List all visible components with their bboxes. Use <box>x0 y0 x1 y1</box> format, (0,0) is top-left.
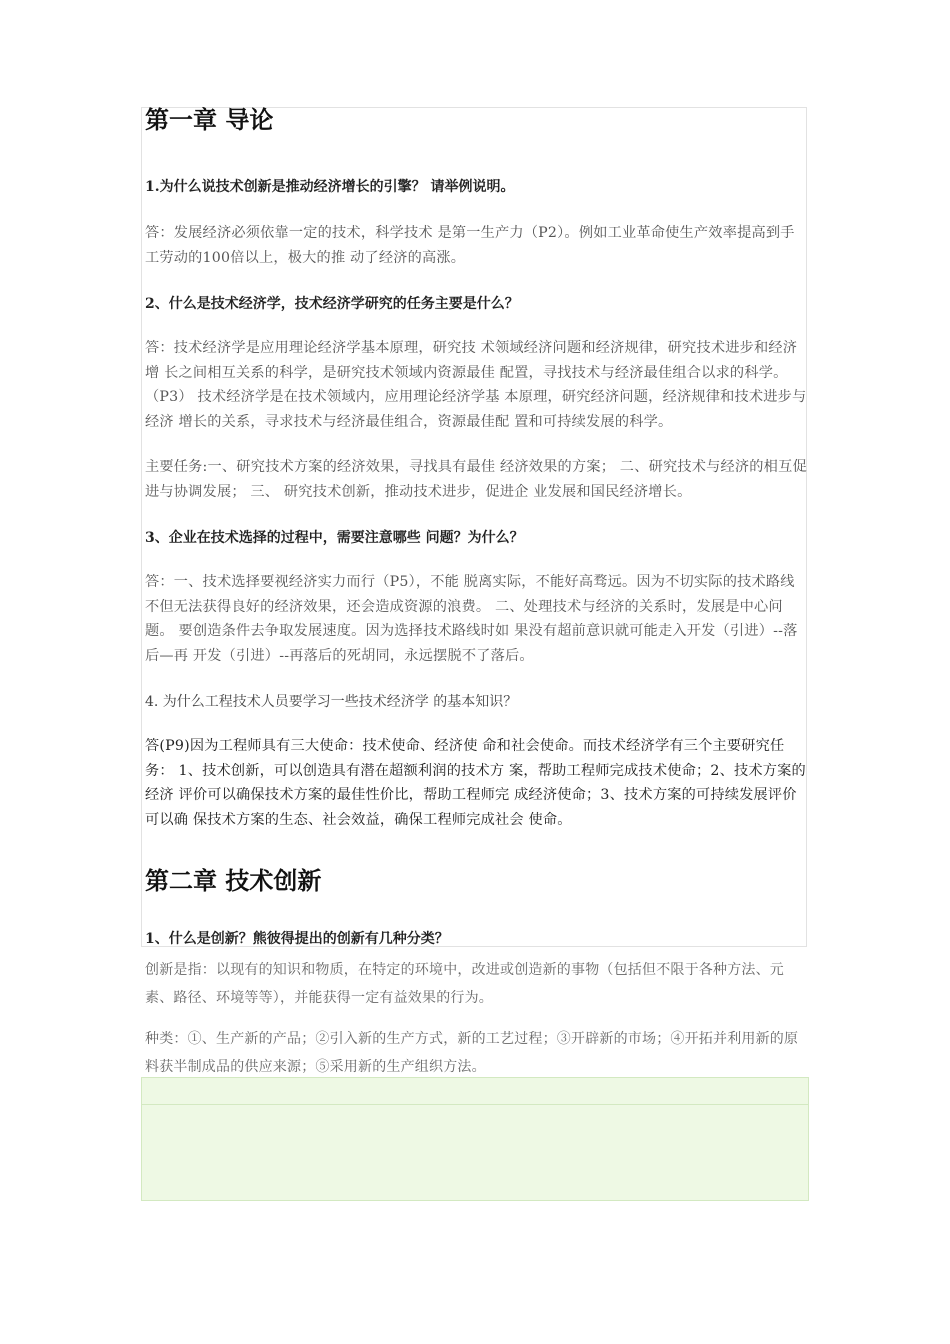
chapter2-question-1: 1、什么是创新？熊彼得提出的创新有几种分类？ <box>145 931 449 947</box>
chapter1-title: 第一章 导论 <box>145 106 274 134</box>
chapter2-highlight-box <box>141 1077 809 1201</box>
chapter1-answer-1: 答：发展经济必须依靠一定的技术，科学技术 是第一生产力（P2）。例如工业革命使生产效率提高到手工劳动的100倍以上，极大的推 动了经济的高涨。 <box>145 225 795 266</box>
chapter1-question-1: 1.为什么说技术创新是推动经济增长的引擎？ 请举例说明。 <box>145 179 515 195</box>
highlight-divider <box>141 1104 809 1105</box>
chapter1-answer-2-tasks: 主要任务:一、研究技术方案的经济效果，寻找具有最佳 经济效果的方案； 二、研究技术与经济的相互促进与协调发展； 三、 研究技术创新，推动技术进步，促进企 业发展和国民经济增长。 <box>145 459 807 500</box>
chapter2-answer-1-types: 种类：①、生产新的产品；②引入新的生产方式，新的工艺过程；③开辟新的市场；④开拓并利用新的原料获半制成品的供应来源；⑤采用新的生产组织方法。 <box>145 1031 799 1075</box>
chapter1-question-3: 3、企业在技术选择的过程中，需要注意哪些 问题？为什么？ <box>145 530 524 546</box>
chapter1-question-4: 4. 为什么工程技术人员要学习一些技术经济学 的基本知识？ <box>145 694 518 710</box>
document-content <box>145 100 807 1081</box>
chapter1-question-2: 2、什么是技术经济学，技术经济学研究的任务主要是什么？ <box>145 296 519 312</box>
chapter2-answer-1: 创新是指：以现有的知识和物质，在特定的环境中，改进或创造新的事物（包括但不限于各种方法、元素、路径、环境等等），并能获得一定有益效果的行为。 <box>145 962 784 1006</box>
chapter1-answer-3: 答：一、技术选择要视经济实力而行（P5），不能 脱离实际，不能好高骛远。因为不切实际的技术路线 不但无法获得良好的经济效果，还会造成资源的浪费。 二、处理技术与经济的关系时，发展是中心问题。 要创造条件去争取发展速度。因为选择技术路线时如 果没有超前意识就可能走入开发（引进）--落后—再 开发（引进）--再落后的死胡同，永远摆脱不了落后。 <box>145 574 798 664</box>
chapter2-title: 第二章 技术创新 <box>145 867 322 895</box>
chapter1-answer-4: 答(P9)因为工程师具有三大使命：技术使命、经济使 命和社会使命。而技术经济学有三个主要研究任务： 1、技术创新，可以创造具有潜在超额利润的技术方 案，帮助工程师完成技术使命；2、技术方案的经济 评价可以确保技术方案的最佳性价比，帮助工程师完 成经济使命；3、技术方案的可持续发展评价可以确 保技术方案的生态、社会效益，确保工程师完成社会 使命。 <box>145 738 806 828</box>
chapter1-answer-2: 答：技术经济学是应用理论经济学基本原理，研究技 术领域经济问题和经济规律，研究技术进步和经济增 长之间相互关系的科学，是研究技术领域内资源最佳 配置，寻找技术与经济最佳组合以求的科学。（P3） 技术经济学是在技术领域内，应用理论经济学基 本原理，研究经济问题，经济规律和技术进步与经济 增长的关系，寻求技术与经济最佳组合，资源最佳配 置和可持续发展的科学。 <box>145 340 807 430</box>
